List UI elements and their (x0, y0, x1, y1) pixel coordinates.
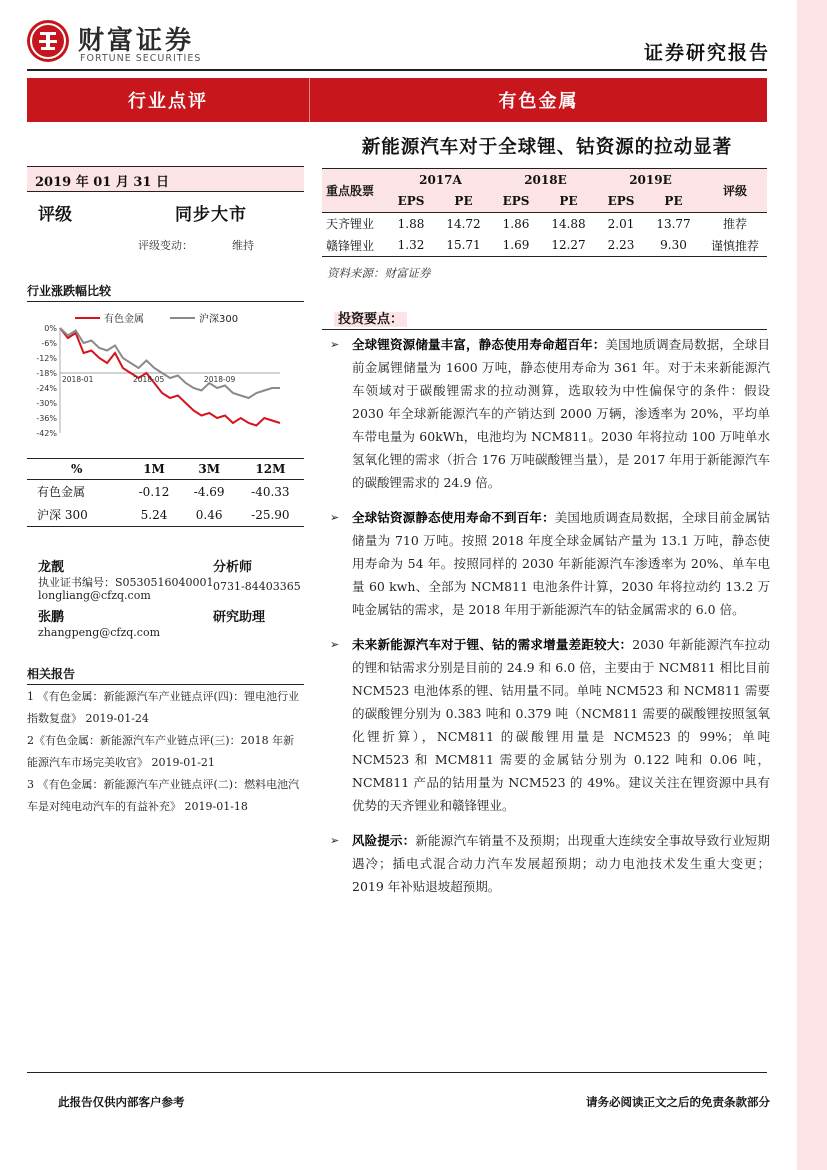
perf-cell: -40.33 (251, 484, 290, 499)
perf-title: 行业涨跌幅比较 (27, 282, 304, 302)
stock-cell: 1.69 (493, 235, 539, 257)
perf-header: 12M (237, 459, 304, 480)
year-header: 2019E (598, 169, 703, 191)
stock-cell: 15.71 (434, 235, 493, 257)
key-points-list (330, 333, 770, 910)
analyst-email-1[interactable]: longliang@cfzq.com (38, 589, 151, 602)
section-bar (27, 78, 767, 122)
stock-cell: 1.86 (502, 216, 530, 231)
analyst-name-2: 张鹏 (38, 610, 65, 625)
doc-type: 证券研究报告 (643, 42, 770, 64)
key-point (330, 333, 770, 494)
arrow-bullet-icon: ➢ (330, 834, 340, 847)
key-point-head: 全球钴资源静态使用寿命不到百年： (352, 510, 555, 525)
rating-value: 同步大市 (175, 205, 247, 225)
related-title: 相关报告 (27, 665, 304, 685)
perf-cell: -4.69 (193, 484, 225, 499)
key-point-head: 全球锂资源储量丰富，静态使用寿命超百年： (352, 337, 606, 352)
section-right: 有色金属 (498, 91, 579, 112)
x-tick-label: 2018-01 (62, 375, 94, 384)
rating-change-value: 维持 (232, 239, 254, 252)
perf-cell: -25.90 (237, 503, 304, 527)
key-point (330, 633, 770, 817)
x-tick-label: 2018-05 (132, 375, 165, 384)
report-date: 2019 年 01 月 31 日 (27, 166, 304, 192)
key-point (330, 829, 770, 898)
y-tick-label: -12% (36, 354, 57, 363)
company-name-cn: 财富证券 (78, 26, 195, 56)
section-left: 行业点评 (27, 78, 310, 122)
y-tick-label: -42% (36, 429, 57, 438)
legend-label: 有色金属 (104, 314, 144, 325)
key-point-head: 未来新能源汽车对于锂、钴的需求增量差距较大： (352, 637, 633, 652)
analyst-name-1: 龙靓 (38, 560, 65, 575)
y-tick-label: -18% (36, 369, 57, 378)
stock-cell: 9.30 (644, 235, 703, 257)
perf-cell: 0.46 (182, 503, 237, 527)
stock-cell: 12.27 (539, 235, 598, 257)
report-title: 新能源汽车对于全球锂、钴资源的拉动显著 (361, 137, 733, 158)
metric-header: EPS (493, 191, 539, 213)
metric-header: PE (434, 191, 493, 213)
y-tick-label: -30% (36, 399, 57, 408)
table-source: 资料来源：财富证券 (327, 266, 431, 280)
perf-header: % (27, 459, 126, 480)
related-list (27, 686, 304, 818)
y-tick-label: -36% (36, 414, 57, 423)
stock-rating: 谨慎推荐 (703, 235, 767, 257)
x-tick-label: 2018-09 (203, 375, 236, 384)
perf-chart (30, 308, 285, 443)
stock-name: 天齐锂业 (326, 217, 375, 232)
perf-cell: 5.24 (126, 503, 181, 527)
arrow-bullet-icon: ➢ (330, 638, 340, 651)
year-header: 2017A (388, 169, 493, 191)
arrow-bullet-icon: ➢ (330, 338, 340, 351)
key-point-body: 2030 年新能源汽车拉动的锂和钴需求分别是目前的 24.9 和 6.0 倍，主要由于 NCM811 相比目前 NCM523 电池体系的锂、钴用量不同。单吨 NCM523 和 NCM811 需要的碳酸锂分别为 0.383 吨和 0.379 吨（NCM811 需要的碳酸锂按照氢氧化锂折算），NCM811 的碳酸锂用量是 NCM523 的 99%；单吨 NCM523 和 MCM811 需要的金属钴分别为 0.122 吨和 0.06 吨，NCM811 产品的钴用量为 NCM523 的 49%。建议关注在锂资源中具有优势的天齐锂业和赣锋锂业。 (352, 637, 770, 813)
key-point-body: 美国地质调查局数据，全球目前金属锂储量为 1600 万吨，静态使用寿命为 361 年。对于未来新能源汽车领域对于碳酸锂需求的拉动测算，选取较为中性偏保守的条件：假设 2030 年全球新能源汽车的产销达到 2000 万辆，渗透率为 20%，平均单车带电量为 60kWh，电池均为 NCM811。2030 年将拉动 100 万吨单水氢氧化锂的需求（折合 176 万吨碳酸锂当量），是 2017 年用于新能源汽车的碳酸锂需求的 24.9 倍。 (352, 337, 770, 490)
analyst-phone: 0731-84403365 (213, 580, 301, 593)
rating-label: 评级 (38, 205, 72, 225)
year-header: 2018E (493, 169, 598, 191)
rating-col-header: 评级 (703, 169, 767, 213)
rating-change-label: 评级变动： (138, 239, 193, 252)
perf-table (27, 458, 304, 527)
stock-cell: 14.88 (551, 216, 586, 231)
stock-cell: 14.72 (446, 216, 481, 231)
company-name-en: FORTUNE SECURITIES (80, 53, 202, 64)
key-points-title (322, 308, 767, 330)
analyst-role-2: 研究助理 (213, 610, 266, 625)
related-item[interactable]: 3 《有色金属：新能源汽车产业链点评(二)：燃料电池汽车是对纯电动汽车的有益补充》 2019-01-18 (27, 778, 300, 813)
key-point-body: 新能源汽车销量不及预期；出现重大连续安全事故导致行业短期遇冷；插电式混合动力汽车发展超预期；动力电池技术发生重大变更；2019 年补贴退坡超预期。 (352, 833, 770, 894)
series-line (60, 328, 280, 398)
stock-cell: 1.32 (388, 235, 434, 257)
footer-left: 此报告仅供内部客户参考 (58, 1095, 185, 1109)
footer-right: 请务必阅读正文之后的免责条款部分 (586, 1095, 770, 1109)
perf-cell: -0.12 (138, 484, 170, 499)
stock-cell: 2.23 (598, 235, 644, 257)
stock-cell: 1.88 (397, 216, 425, 231)
stock-col-header: 重点股票 (322, 169, 388, 213)
key-point-head: 风险提示： (352, 833, 416, 848)
metric-header: PE (539, 191, 598, 213)
header-rule (27, 69, 767, 71)
stock-name: 赣锋锂业 (322, 235, 388, 257)
legend-label: 沪深300 (199, 314, 239, 325)
analyst-role-1: 分析师 (213, 560, 253, 575)
stock-table (322, 168, 767, 257)
y-tick-label: -6% (41, 339, 57, 348)
side-strip (797, 0, 827, 1170)
related-item[interactable]: 1 《有色金属：新能源汽车产业链点评(四)：锂电池行业指数复盘》 2019-01-24 (27, 690, 300, 725)
perf-header: 3M (182, 459, 237, 480)
metric-header: EPS (598, 191, 644, 213)
stock-rating: 推荐 (722, 217, 747, 232)
key-point-body: 美国地质调查局数据，全球目前金属钴储量为 710 万吨。按照 2018 年度全球金属钴产量为 13.1 万吨，静态使用寿命为 54 年。按照同样的 2030 年新能源汽车渗透率为 20%、单车电量 60 kwh、全部为 NCM811 电池条件计算，2030 年将拉动约 13.2 万吨金属钴的需求，是 2018 年用于新能源汽车的钴金属需求的 6.0 倍。 (352, 510, 770, 617)
related-item[interactable]: 2《有色金属：新能源汽车产业链点评(三)：2018 年新能源汽车市场完美收官》 2019-01-21 (27, 734, 295, 769)
metric-header: EPS (388, 191, 434, 213)
metric-header: PE (644, 191, 703, 213)
footer-rule (27, 1072, 767, 1073)
y-tick-label: 0% (44, 324, 57, 333)
perf-cell: 沪深 300 (27, 503, 126, 527)
y-tick-label: -24% (36, 384, 57, 393)
stock-cell: 2.01 (607, 216, 635, 231)
perf-header: 1M (126, 459, 181, 480)
analyst-cert: 执业证书编号：S0530516040001 (38, 576, 214, 589)
key-point (330, 506, 770, 621)
analyst-email-2[interactable]: zhangpeng@cfzq.com (38, 626, 161, 639)
stock-cell: 13.77 (656, 216, 691, 231)
perf-cell: 有色金属 (37, 485, 86, 499)
key-points-title-text: 投资要点： (334, 312, 407, 327)
arrow-bullet-icon: ➢ (330, 511, 340, 524)
company-logo-icon (27, 20, 69, 62)
